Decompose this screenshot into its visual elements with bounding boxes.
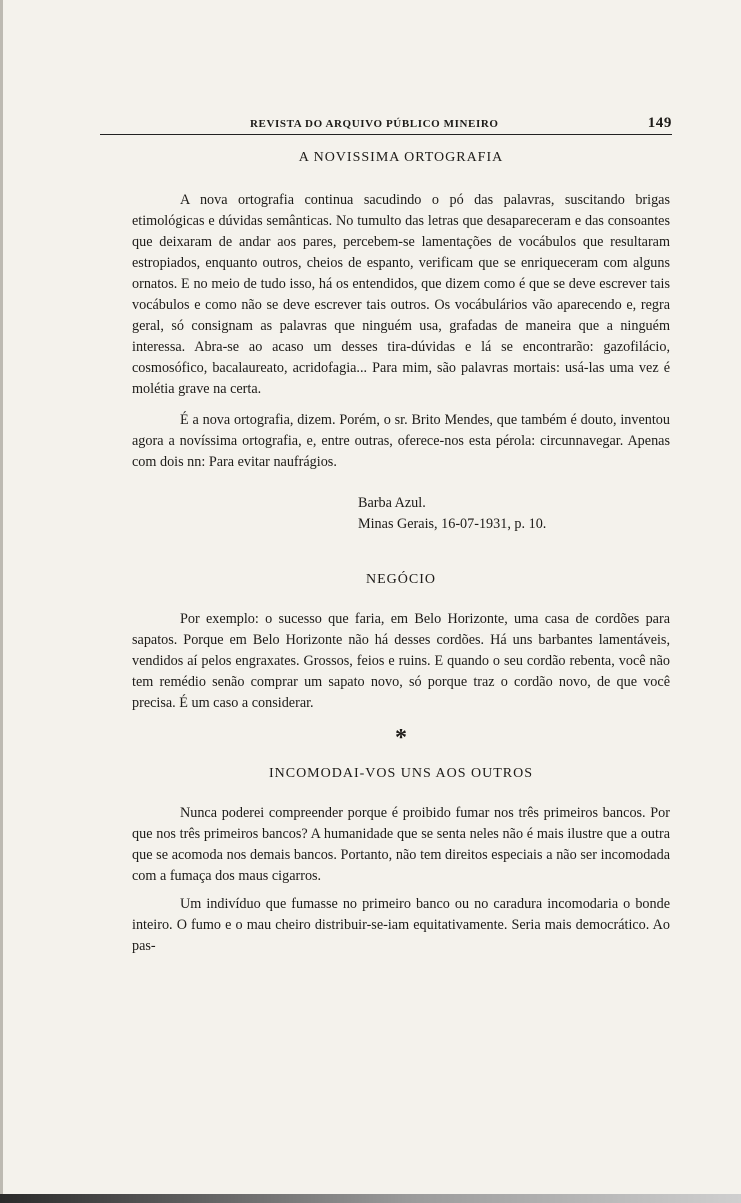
section-title-incomodai-vos: INCOMODAI-VOS UNS AOS OUTROS (268, 766, 534, 781)
paragraph: A nova ortografia continua sacudindo o pó das palavras, suscitando brigas etimológicas e dúvidas semânticas. No tumulto das letras que desapareceram e das consoantes que deixaram de andar aos pares, percebem-se lamentações de vocábulos que resultaram estropiados, enquanto outros, cheios de espanto, verificam que se enriqueceram com alguns ornatos. E no meio de tudo isso, há os entendidos, que dizem como é que se deve escrever tais vocábulos e como não se deve escrever tais outros. Os vocábulários vão aparecendo e, regra geral, só consignam as palavras que ninguém usa, grafadas de maneira que a ninguém interessa. Abra-se ao acaso um desses tira-dúvidas e lá se encontrarão: gazofilácio, cosmosófico, bacalaureato, acridofagia... Para mim, são palavras mortais: usá-las uma vez é molétia grave na certa. (132, 192, 670, 397)
header-rule (100, 134, 672, 135)
paragraph: Um indivíduo que fumasse no primeiro banco ou no caradura incomodaria o bonde inteiro. O fumo e o mau cheiro distribuir-se-iam equitativamente. Seria mais democrático. Ao pas- (132, 896, 670, 954)
section-separator: * (395, 725, 407, 751)
signature-source: Minas Gerais, 16-07-1931, p. 10. (358, 516, 547, 532)
scan-bottom-edge (0, 1194, 741, 1203)
section-title-novissima-ortografia: A NOVISSIMA ORTOGRAFIA (298, 150, 504, 165)
paragraph: É a nova ortografia, dizem. Porém, o sr. Brito Mendes, que também é douto, inventou agora a novíssima ortografia, e, entre outras, oferece-nos esta pérola: circunnavegar. Apenas com dois nn: Para evitar naufrágios. (132, 412, 670, 470)
section-title-negocio: NEGÓCIO (366, 572, 436, 587)
article-body (132, 150, 670, 957)
signature-name: Barba Azul. (358, 495, 426, 511)
page-number: 149 (647, 115, 672, 131)
page-edge-shadow (0, 0, 3, 1203)
paragraph: Por exemplo: o sucesso que faria, em Belo Horizonte, uma casa de cordões para sapatos. Porque em Belo Horizonte não há desses cordões. Há uns barbantes lamentáveis, vendidos aí pelos engraxates. Grossos, feios e ruins. E quando o seu cordão rebenta, você não tem remédio senão comprar um sapato novo, só porque traz o cordão novo, de que você precisa. É um caso a considerar. (132, 611, 670, 711)
paragraph: Nunca poderei compreender porque é proibido fumar nos três primeiros bancos. Por que nos três primeiros bancos? A humanidade que se senta neles não é mais ilustre que a outra que se acomoda nos demais bancos. Portanto, não tem direitos especiais a não ser incomodada com a fumaça dos maus cigarros. (132, 805, 670, 884)
running-title: REVISTA DO ARQUIVO PÚBLICO MINEIRO (250, 118, 499, 130)
